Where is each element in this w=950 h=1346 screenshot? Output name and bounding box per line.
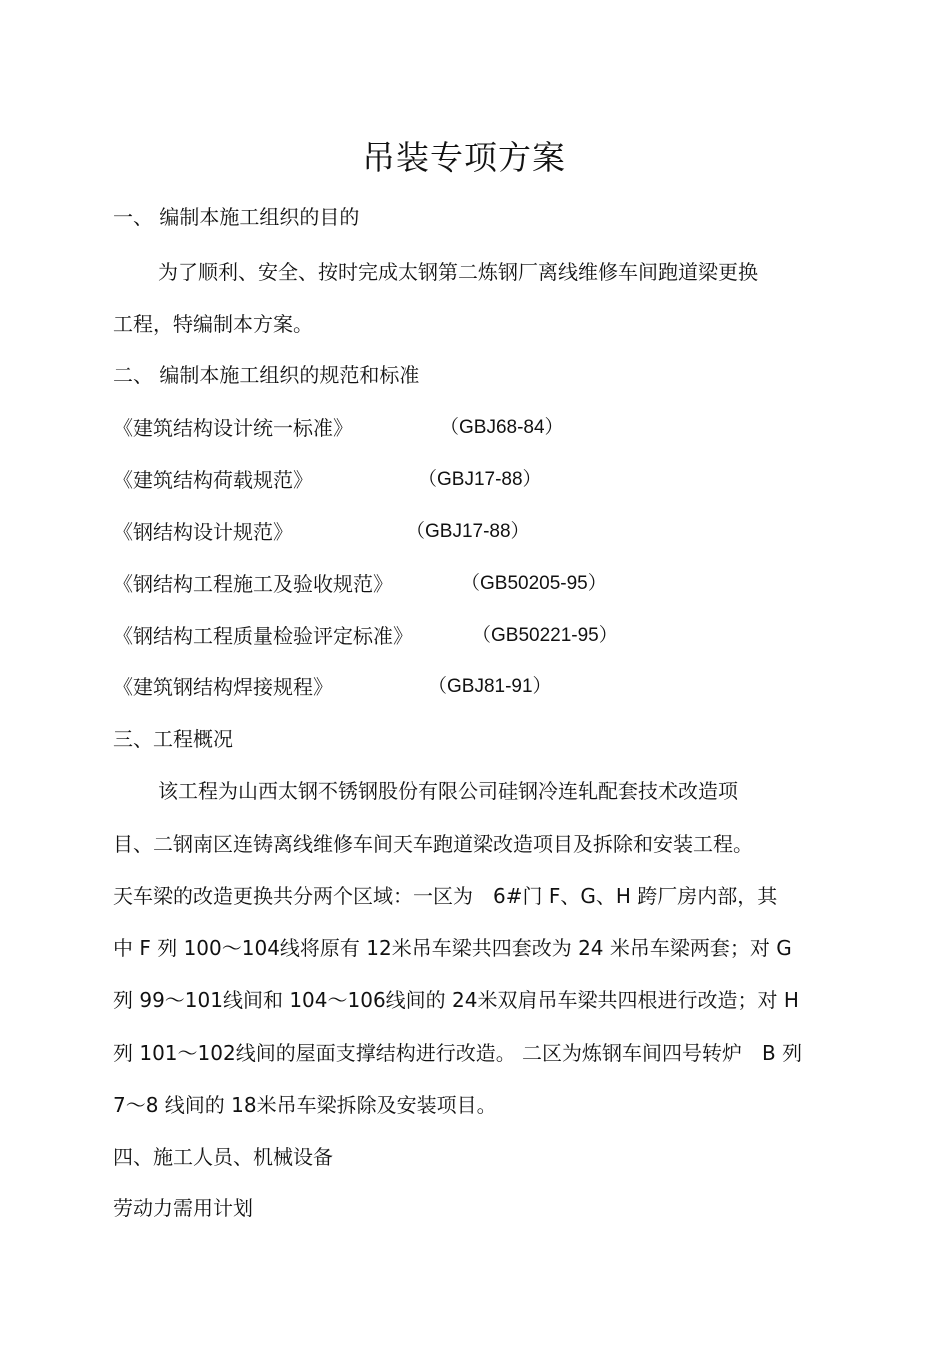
standard-code: （GBJ17-88） <box>406 521 530 542</box>
section-1-paragraph-line-1: 为了顺利、安全、按时完成太钢第二炼钢厂离线维修车间跑道梁更换 <box>158 260 758 284</box>
section-1-heading: 一、 编制本施工组织的目的 <box>113 205 360 229</box>
standard-name: 《钢结构设计规范》 <box>113 520 293 544</box>
page-title: 吊装专项方案 <box>362 138 566 177</box>
section-3-heading: 三、工程概况 <box>113 727 233 751</box>
standard-code: （GB50221-95） <box>472 625 618 646</box>
section-2-heading: 二、 编制本施工组织的规范和标准 <box>113 363 420 387</box>
section-3-paragraph-line: 列 99～101线间和 104～106线间的 24米双肩吊车梁共四根进行改造；对 H <box>113 988 799 1012</box>
standard-code: （GBJ81-91） <box>428 676 552 697</box>
standard-name: 《钢结构工程施工及验收规范》 <box>113 572 393 596</box>
section-3-paragraph-line: 天车梁的改造更换共分两个区域：一区为 6#门 F、G、H 跨厂房内部，其 <box>113 884 778 908</box>
standard-code: （GB50205-95） <box>461 573 607 594</box>
standard-name: 《建筑结构荷载规范》 <box>113 468 313 492</box>
section-3-paragraph-line: 该工程为山西太钢不锈钢股份有限公司硅钢冷连轧配套技术改造项 <box>158 779 738 803</box>
section-3-paragraph-line: 目、二钢南区连铸离线维修车间天车跑道梁改造项目及拆除和安装工程。 <box>113 832 753 856</box>
standard-name: 《建筑钢结构焊接规程》 <box>113 675 333 699</box>
section-4-heading: 四、施工人员、机械设备 <box>113 1145 333 1169</box>
standard-name: 《建筑结构设计统一标准》 <box>113 416 353 440</box>
section-3-paragraph-line: 中 F 列 100～104线将原有 12米吊车梁共四套改为 24 米吊车梁两套；对 G <box>113 936 792 960</box>
section-4-subheading: 劳动力需用计划 <box>113 1196 253 1220</box>
standard-code: （GBJ17-88） <box>418 469 542 490</box>
standard-code: （GBJ68-84） <box>440 417 564 438</box>
standard-name: 《钢结构工程质量检验评定标准》 <box>113 624 413 648</box>
section-1-paragraph-line-2: 工程，特编制本方案。 <box>113 312 313 336</box>
section-3-paragraph-line: 列 101～102线间的屋面支撑结构进行改造。 二区为炼钢车间四号转炉 B 列 <box>113 1041 803 1065</box>
section-3-paragraph-line: 7～8 线间的 18米吊车梁拆除及安装项目。 <box>113 1093 497 1117</box>
